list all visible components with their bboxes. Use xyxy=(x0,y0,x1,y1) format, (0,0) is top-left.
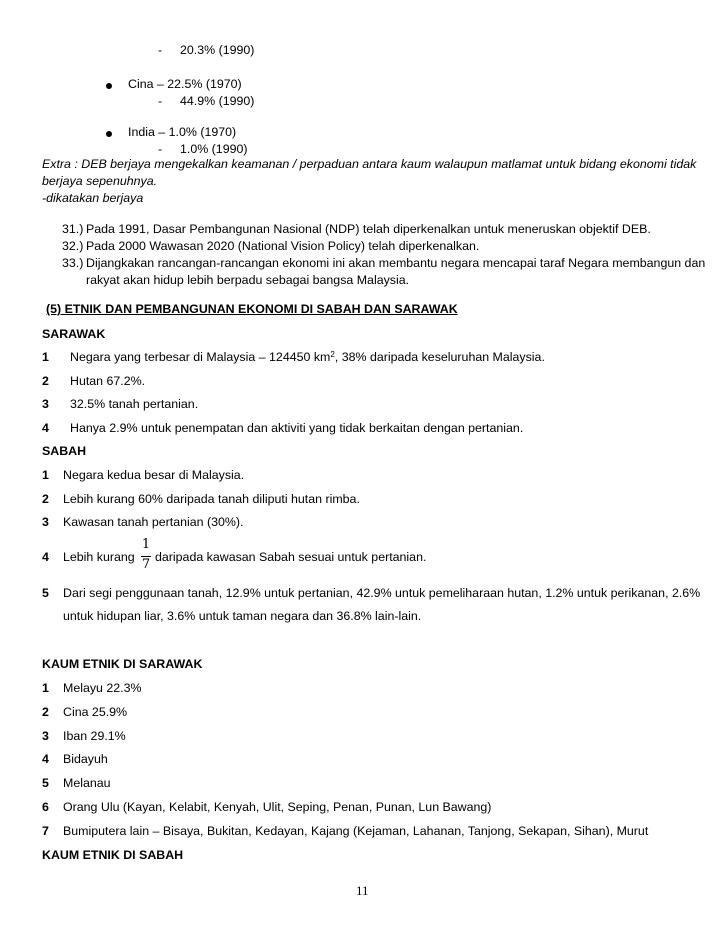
etnik-item: Melayu 22.3% xyxy=(63,681,142,695)
item-number: 1 xyxy=(42,468,49,482)
sarawak-item: 32.5% tanah pertanian. xyxy=(70,397,199,411)
sabah-item: Dari segi penggunaan tanah, 12.9% untuk pertanian, 42.9% untuk pemeliharaan hutan, 1.2% untuk perikanan, 2.6% xyxy=(63,586,701,600)
item-number: 3 xyxy=(42,515,49,529)
item-number: 3 xyxy=(42,397,49,411)
sarawak-heading: SARAWAK xyxy=(42,327,106,341)
page-number: 11 xyxy=(356,883,369,898)
extra-note-line: berjaya sepenuhnya. xyxy=(42,174,158,188)
numbered-text-cont: rakyat akan hidup lebih berpadu sebagai bangsa Malaysia. xyxy=(86,273,410,287)
sarawak-item: Hutan 67.2%. xyxy=(70,374,146,388)
list-item-india: India – 1.0% (1970) xyxy=(128,125,237,139)
etnik-item: Iban 29.1% xyxy=(63,729,126,743)
sarawak-item: Hanya 2.9% untuk penempatan dan aktiviti yang tidak berkaitan dengan pertanian. xyxy=(70,421,524,435)
numbered-text: Pada 1991, Dasar Pembangunan Nasional (NDP) telah diperkenalkan untuk meneruskan objektif DEB. xyxy=(86,222,651,236)
etnik-item: Orang Ulu (Kayan, Kelabit, Kenyah, Ulit, Seping, Penan, Punan, Lun Bawang) xyxy=(63,800,492,814)
etnik-item: Bumiputera lain – Bisaya, Bukitan, Kedayan, Kajang (Kejaman, Lahanan, Tanjong, Sekapan, Sihan), Murut xyxy=(63,824,649,838)
sabah-item: Kawasan tanah pertanian (30%). xyxy=(63,515,244,529)
item-number: 2 xyxy=(42,492,49,506)
section-title: (5) ETNIK DAN PEMBANGUNAN EKONOMI DI SABAH DAN SARAWAK xyxy=(46,302,458,316)
item-number: 6 xyxy=(42,800,49,814)
sub-item-line: - 1.0% (1990) xyxy=(158,142,248,156)
sarawak-item: Negara yang terbesar di Malaysia – 124450 $km^2$, 38% daripada keseluruhan Malaysia. xyxy=(70,350,545,364)
bullet-icon xyxy=(106,83,112,89)
item-number: 5 xyxy=(42,586,49,600)
list-item-cina: Cina – 22.5% (1970) xyxy=(128,77,242,91)
bullet-icon xyxy=(106,131,112,137)
sabah-item: Lebih kurang 60% daripada tanah diliputi hutan rimba. xyxy=(63,492,360,506)
item-number: 1 xyxy=(42,350,49,364)
numbered-text: Dijangkakan rancangan-rancangan ekonomi ini akan membantu negara mencapai taraf Negara membangun dan xyxy=(86,256,706,270)
sabah-item: daripada kawasan Sabah sesuai untuk pertanian. xyxy=(155,550,427,564)
item-number: 2 xyxy=(42,705,49,719)
extra-note-line: -dikatakan berjaya xyxy=(42,191,144,205)
sabah-heading: SABAH xyxy=(42,444,87,458)
item-number: 4 xyxy=(42,421,49,435)
sub-item-line: - 44.9% (1990) xyxy=(158,94,255,108)
fraction-numerator: 1 xyxy=(141,537,151,552)
item-number: 5 xyxy=(42,776,49,790)
sabah-item-cont: untuk hidupan liar, 3.6% untuk taman negara dan 36.8% lain-lain. xyxy=(63,609,422,623)
item-number: 1 xyxy=(42,681,49,695)
numbered-label: 33.) xyxy=(62,256,84,270)
etnik-sarawak-heading: KAUM ETNIK DI SARAWAK xyxy=(42,657,203,671)
sub-item-line: - 20.3% (1990) xyxy=(158,43,255,57)
sabah-item: Lebih kurang xyxy=(63,550,135,564)
etnik-item: Cina 25.9% xyxy=(63,705,128,719)
item-number: 4 xyxy=(42,550,49,564)
item-number: 7 xyxy=(42,824,49,838)
sabah-item: Negara kedua besar di Malaysia. xyxy=(63,468,245,482)
item-number: 2 xyxy=(42,374,49,388)
etnik-sabah-heading: KAUM ETNIK DI SABAH xyxy=(42,848,184,862)
etnik-item: Bidayuh xyxy=(63,752,108,766)
item-number: 3 xyxy=(42,729,49,743)
item-number: 4 xyxy=(42,752,49,766)
extra-note-line: Extra : DEB berjaya mengekalkan keamanan / perpaduan antara kaum walaupun matlamat untuk bidang ekonomi tidak xyxy=(42,157,697,171)
fraction-denominator: 7 xyxy=(141,557,151,572)
numbered-text: Pada 2000 Wawasan 2020 (National Vision Policy) telah diperkenalkan. xyxy=(86,239,480,253)
etnik-item: Melanau xyxy=(63,776,111,790)
numbered-label: 32.) xyxy=(62,239,84,253)
numbered-label: 31.) xyxy=(62,222,84,236)
